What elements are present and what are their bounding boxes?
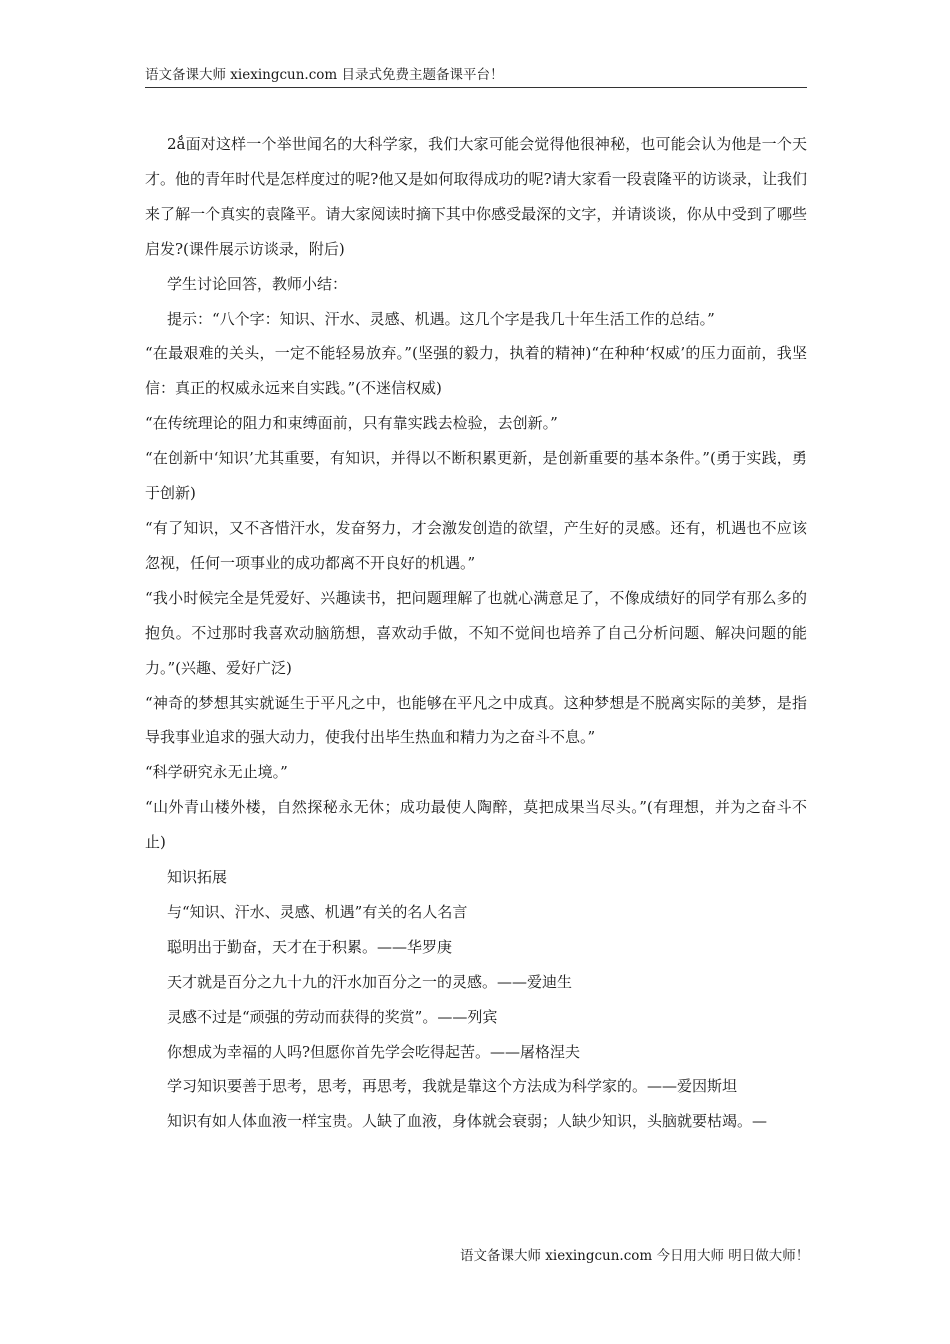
paragraph-hint: 提示：“八个字：知识、汗水、灵感、机遇。这几个字是我几十年生活工作的总结。” [167, 309, 715, 328]
paragraph-quote-research: “科学研究永无止境。” [145, 763, 288, 782]
paragraph-quote-poem: “山外青山楼外楼，自然探秘永无休；成功最使人陶醉，莫把成果当尽头。”(有理想，并为之奋斗不止) [145, 798, 807, 852]
quotes-intro: 与“知识、汗水、灵感、机遇”有关的名人名言 [167, 902, 468, 921]
quote-item-einstein: 学习知识要善于思考，思考，再思考，我就是靠这个方法成为科学家的。——爱因斯坦 [167, 1077, 738, 1096]
footer-text: 语文备课大师 xiexingcun.com 今日用大师 明日做大师！ [460, 1248, 810, 1264]
paragraph-quote-practice: “在传统理论的阻力和束缚面前，只有靠实践去检验，去创新。” [145, 414, 558, 433]
paragraph-quote-knowledge: “在创新中‘知识’尤其重要，有知识，并得以不断积累更新，是创新重要的基本条件。”(勇于实践，勇于创新) [145, 449, 807, 503]
quote-item-turgenev: 你想成为幸福的人吗?但愿你首先学会吃得起苦。——屠格涅夫 [167, 1042, 581, 1061]
page-footer [460, 1247, 809, 1265]
quote-item-hua-luogeng: 聪明出于勤奋，天才在于积累。——华罗庚 [167, 937, 453, 956]
paragraph-quote-inspiration: “有了知识，又不吝惜汗水，发奋努力，才会激发创造的欲望，产生好的灵感。还有，机遇也不应该忽视，任何一项事业的成功都离不开良好的机遇。” [145, 518, 807, 572]
quote-item-knowledge-blood: 知识有如人体血液一样宝贵。人缺了血液，身体就会衰弱；人缺少知识，头脑就要枯竭。— [167, 1112, 768, 1131]
section-heading-extension: 知识拓展 [167, 868, 228, 887]
paragraph-quote-childhood: “我小时候完全是凭爱好、兴趣读书，把问题理解了也就心满意足了，不像成绩好的同学有那么多的抱负。不过那时我喜欢动脑筋想，喜欢动手做，不知不觉间也培养了自己分析问题、解决问题的能力。”(兴趣、爱好广泛) [145, 588, 807, 677]
quote-item-edison: 天才就是百分之九十九的汗水加百分之一的灵感。——爱迪生 [167, 972, 573, 991]
paragraph-discussion: 学生讨论回答，教师小结： [167, 274, 348, 293]
document-body [145, 127, 807, 1139]
paragraph-intro-question: 2ǻ面对这样一个举世闻名的大科学家，我们大家可能会觉得他很神秘，也可能会认为他是一个天才。他的青年时代是怎样度过的呢?他又是如何取得成功的呢?请大家看一段袁隆平的访谈录，让我们来了解一个真实的袁隆平。请大家阅读时摘下其中你感受最深的文字，并请谈谈，你从中受到了哪些启发?(课件展示访谈录，附后) [145, 135, 807, 258]
paragraph-quote-dream: “神奇的梦想其实就诞生于平凡之中，也能够在平凡之中成真。这种梦想是不脱离实际的美梦，是指导我事业追求的强大动力，使我付出毕生热血和精力为之奋斗不息。” [145, 693, 807, 747]
quote-item-repin: 灵感不过是“顽强的劳动而获得的奖赏”。——列宾 [167, 1007, 498, 1026]
paragraph-quote-perseverance: “在最艰难的关头，一定不能轻易放弃。”(坚强的毅力，执着的精神)“在种种‘权威’的压力面前，我坚信：真正的权威永远来自实践。”(不迷信权威) [145, 344, 807, 398]
header-text: 语文备课大师 xiexingcun.com 目录式免费主题备课平台！ [145, 67, 504, 83]
page-header [145, 66, 807, 88]
